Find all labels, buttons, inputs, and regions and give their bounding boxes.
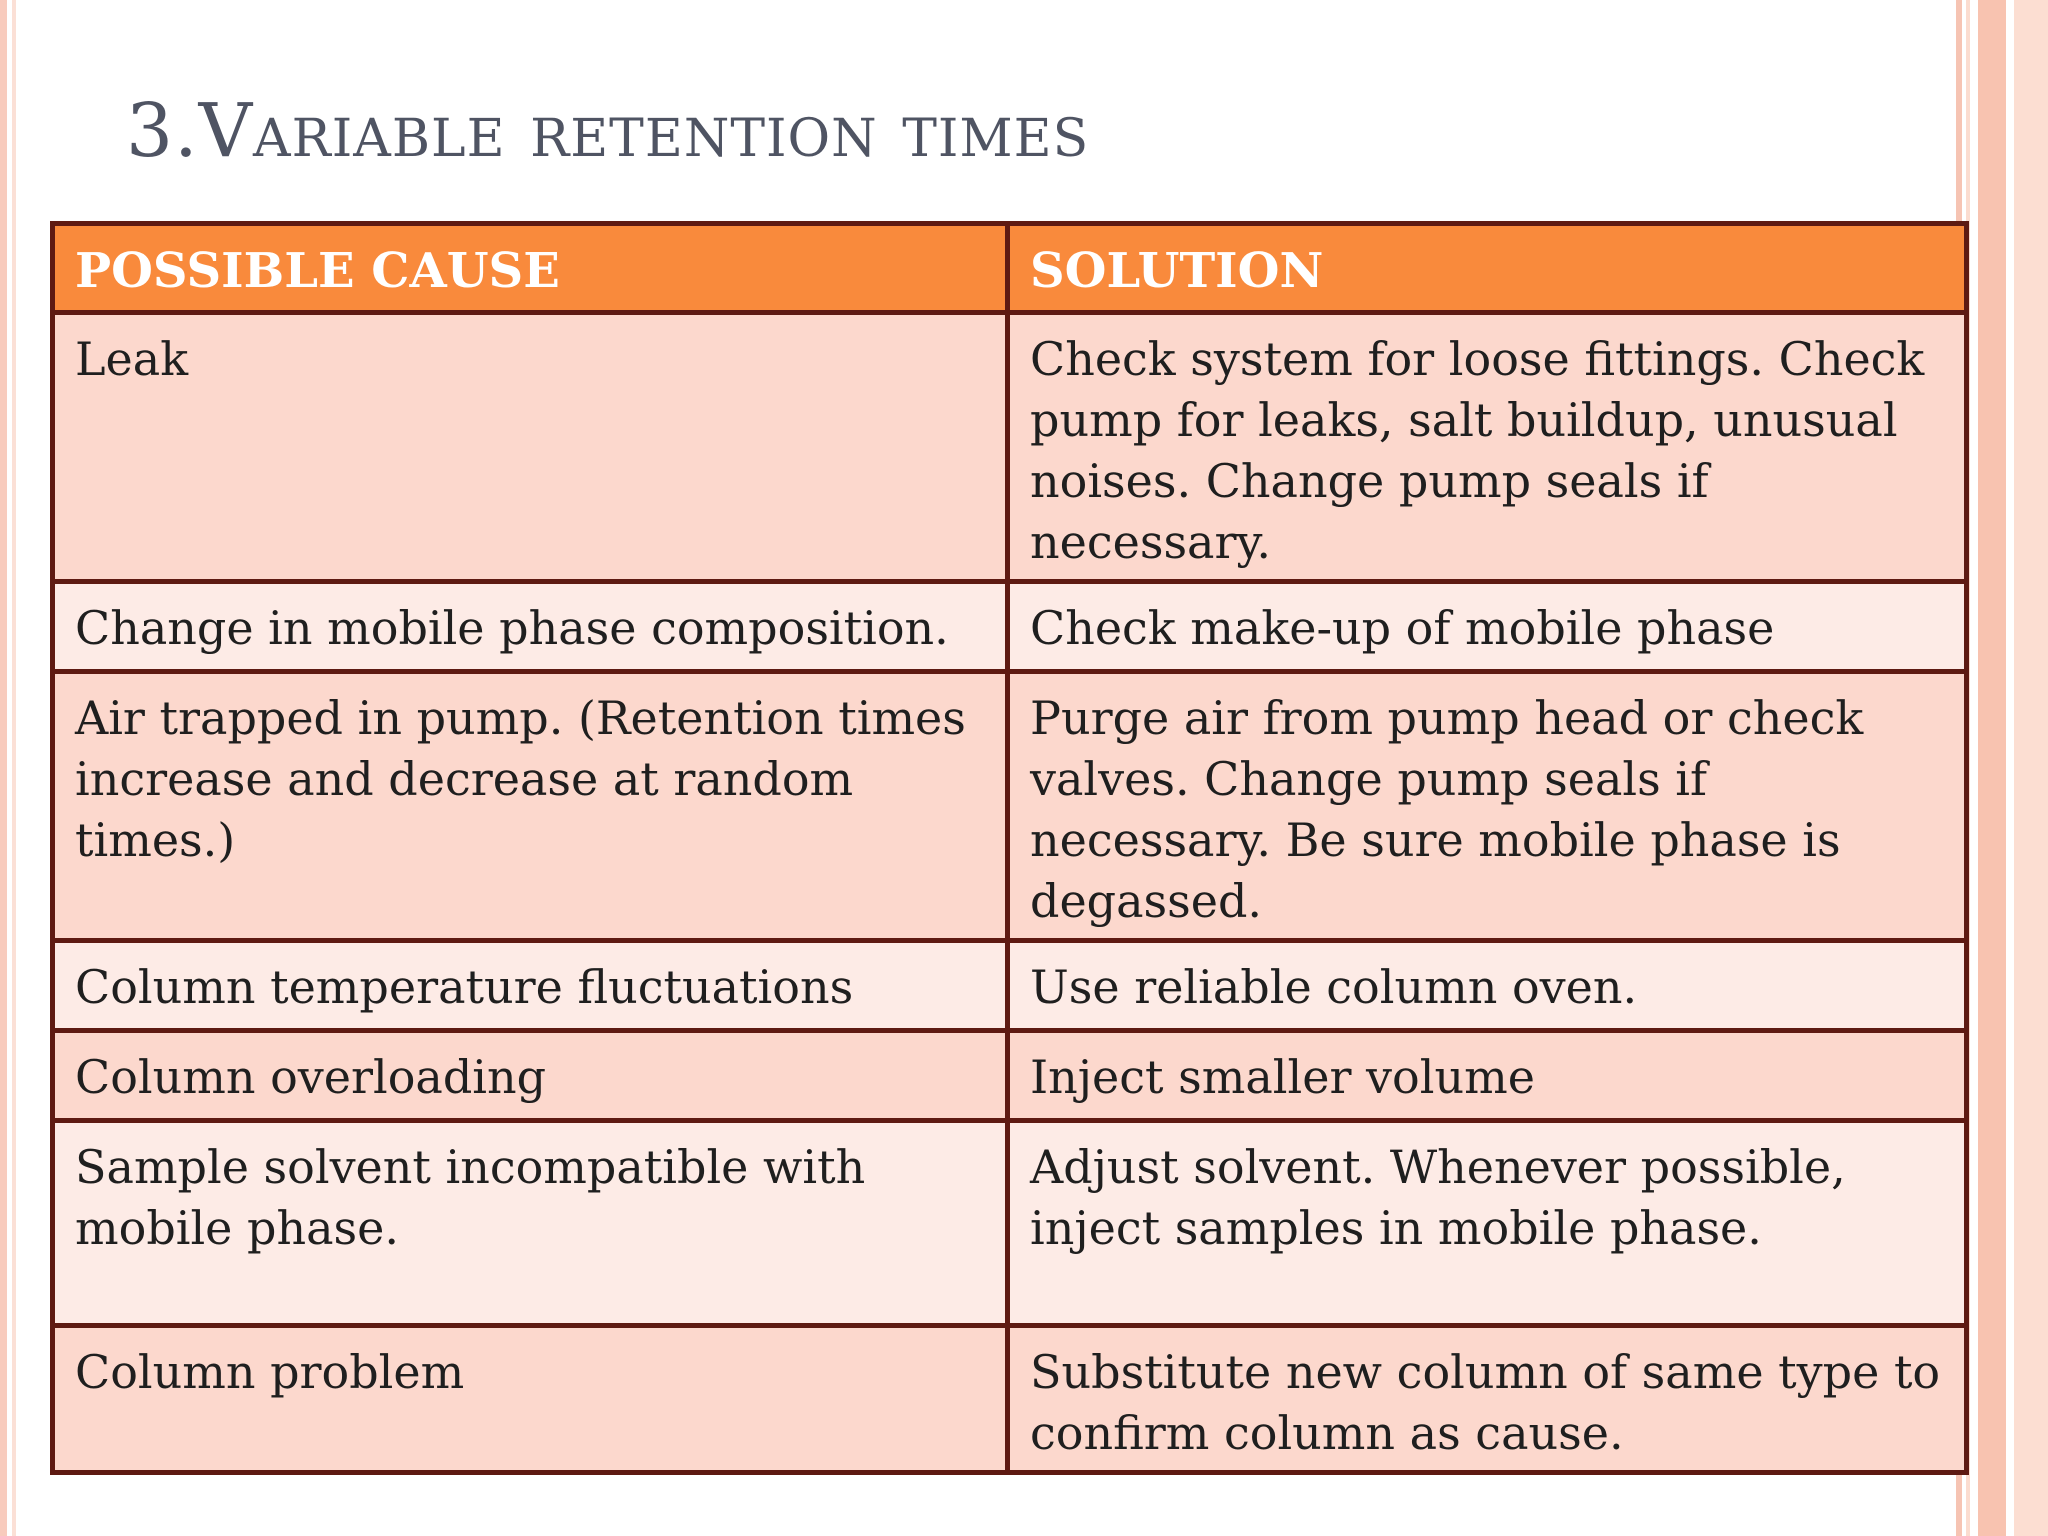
slide-title: 3.Variable retention times bbox=[126, 88, 1090, 174]
table-row bbox=[53, 672, 1967, 941]
solution-cell: Purge air from pump head or check valves. Change pump seals if necessary. Be sure mobile phase is degassed. bbox=[1008, 672, 1967, 941]
solution-cell: Use reliable column oven. bbox=[1008, 941, 1967, 1031]
cause-cell: Air trapped in pump. (Retention times increase and decrease at random times.) bbox=[53, 672, 1008, 941]
table-row bbox=[53, 941, 1967, 1031]
right-decorative-stripe-4 bbox=[2014, 0, 2048, 1536]
left-decorative-stripe bbox=[0, 0, 7, 1536]
cause-cell: Sample solvent incompatible with mobile phase. bbox=[53, 1121, 1008, 1326]
cause-cell: Column temperature fluctuations bbox=[53, 941, 1008, 1031]
solution-cell: Inject smaller volume bbox=[1008, 1031, 1967, 1121]
solution-cell: Substitute new column of same type to confirm column as cause. bbox=[1008, 1326, 1967, 1473]
right-decorative-stripe-3 bbox=[1978, 0, 2006, 1536]
cause-cell: Change in mobile phase composition. bbox=[53, 582, 1008, 672]
cause-cell: Column problem bbox=[53, 1326, 1008, 1473]
troubleshooting-table bbox=[50, 221, 1969, 1475]
left-decorative-stripe-thin bbox=[12, 0, 16, 1536]
solution-cell: Check system for loose fittings. Check pump for leaks, salt buildup, unusual noises. Change pump seals if necessary. bbox=[1008, 313, 1967, 582]
header-possible-cause: POSSIBLE CAUSE bbox=[53, 224, 1008, 313]
table-row bbox=[53, 313, 1967, 582]
cause-cell: Column overloading bbox=[53, 1031, 1008, 1121]
solution-cell: Check make-up of mobile phase bbox=[1008, 582, 1967, 672]
cause-cell: Leak bbox=[53, 313, 1008, 582]
header-solution: SOLUTION bbox=[1008, 224, 1967, 313]
table-row bbox=[53, 1031, 1967, 1121]
solution-cell: Adjust solvent. Whenever possible, inject samples in mobile phase. bbox=[1008, 1121, 1967, 1326]
table-row bbox=[53, 582, 1967, 672]
table-row bbox=[53, 1121, 1967, 1326]
table-header-row bbox=[53, 224, 1967, 313]
table-row bbox=[53, 1326, 1967, 1473]
